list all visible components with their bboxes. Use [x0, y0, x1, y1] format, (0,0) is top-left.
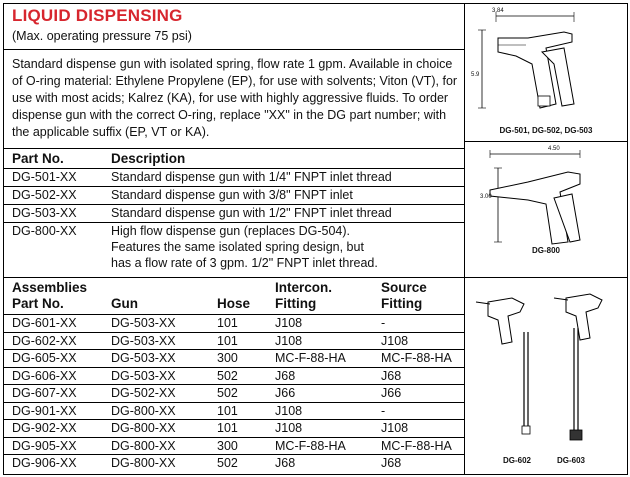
row-divider	[3, 186, 464, 187]
part-description: Standard dispense gun with 1/2" FNPT inlet thread	[111, 206, 392, 220]
assembly-source-fitting: MC-F-88-HA	[381, 351, 452, 365]
assembly-hose: 502	[217, 386, 238, 400]
assembly-source-fitting: J66	[381, 386, 402, 400]
fig1-width-label: 3.84	[492, 8, 504, 14]
assembly-gun: DG-800-XX	[111, 456, 176, 470]
part-description-line3: has a flow rate of 3 gpm. 1/2" FNPT inlet thread.	[111, 256, 378, 270]
assembly-intercon-fitting: J68	[275, 456, 296, 470]
assembly-hose: 101	[217, 403, 238, 418]
row-divider	[3, 168, 464, 169]
assembly-intercon-fitting: J108	[275, 421, 303, 435]
assembly-part-number: DG-905-XX	[12, 438, 77, 453]
row-divider	[3, 402, 464, 403]
row-divider	[3, 454, 464, 455]
assembly-hose: 101	[217, 421, 238, 435]
assembly-drawing	[468, 282, 626, 452]
assembly-hose: 502	[217, 456, 238, 470]
assemblies-header-source: Source	[381, 280, 427, 295]
assembly-source-fitting: J68	[381, 456, 402, 470]
parts-header-description: Description	[111, 151, 186, 166]
assembly-intercon-fitting: J108	[275, 333, 303, 348]
assemblies-header-hose: Hose	[217, 296, 251, 311]
assembly-source-fitting: -	[381, 403, 386, 418]
assemblies-header-gun: Gun	[111, 296, 138, 311]
column-divider	[464, 3, 465, 475]
assembly-intercon-fitting: MC-F-88-HA	[275, 438, 346, 453]
row-divider	[3, 222, 464, 223]
row-divider	[3, 332, 464, 333]
row-divider	[3, 419, 464, 420]
row-divider	[3, 367, 464, 368]
description-text: Standard dispense gun with isolated spring, flow rate 1 gpm. Available in choice of O-ring material: Ethylene Propylene (EP), for use with solvents; Viton (VT), for use with most acids; Kalrez (KA), for use with highly aggressive fluids. To order dispense gun with the correct O-ring, replace "XX" in the DG part number; with the applicable suffix (EP, VT or KA).	[12, 57, 458, 139]
page-title: LIQUID DISPENSING	[12, 6, 183, 25]
assembly-intercon-fitting: J108	[275, 316, 303, 330]
assembly-gun: DG-503-XX	[111, 368, 176, 383]
part-number: DG-501-XX	[12, 170, 77, 184]
fig1-caption: DG-501, DG-502, DG-503	[499, 126, 593, 135]
assembly-part-number: DG-607-XX	[12, 386, 77, 400]
fig2-height-label: 3.00	[480, 194, 492, 200]
assembly-hose: 300	[217, 351, 238, 365]
row-divider	[3, 349, 464, 350]
assembly-part-number: DG-601-XX	[12, 316, 77, 330]
assembly-gun: DG-800-XX	[111, 421, 176, 435]
assembly-gun: DG-800-XX	[111, 403, 176, 418]
assembly-intercon-fitting: J108	[275, 403, 303, 418]
assemblies-header-intercon: Intercon.	[275, 280, 333, 295]
pressure-note: (Max. operating pressure 75 psi)	[12, 29, 192, 43]
parts-header-part: Part No.	[12, 151, 64, 166]
assembly-part-number: DG-906-XX	[12, 456, 77, 470]
fig3-caption-right: DG-603	[556, 456, 585, 465]
fig1-height-label: 5.9	[471, 72, 480, 78]
assembly-gun: DG-503-XX	[111, 316, 176, 330]
assembly-hose: 101	[217, 333, 238, 348]
assembly-source-fitting: MC-F-88-HA	[381, 438, 452, 453]
assembly-source-fitting: J108	[381, 333, 409, 348]
section-divider	[3, 49, 464, 50]
assembly-part-number: DG-902-XX	[12, 421, 77, 435]
section-divider	[3, 148, 464, 149]
row-divider	[3, 437, 464, 438]
assembly-intercon-fitting: MC-F-88-HA	[275, 351, 346, 365]
assemblies-header-intercon-fitting: Fitting	[275, 296, 317, 311]
fig3-caption-left: DG-602	[502, 456, 531, 465]
row-divider	[3, 204, 464, 205]
assembly-source-fitting: J68	[381, 368, 402, 383]
fig2-caption: DG-800	[531, 246, 560, 255]
figure-divider-1	[464, 141, 628, 142]
figure-divider-2	[464, 277, 628, 278]
assemblies-header: Assemblies	[12, 280, 88, 295]
row-divider	[3, 314, 464, 315]
assembly-hose: 101	[217, 316, 238, 330]
assembly-hose: 300	[217, 438, 238, 453]
part-description: High flow dispense gun (replaces DG-504).	[111, 224, 351, 238]
assembly-source-fitting: -	[381, 316, 386, 330]
row-divider	[3, 384, 464, 385]
assembly-gun: DG-502-XX	[111, 386, 176, 400]
high-flow-gun-drawing	[468, 146, 626, 256]
assemblies-header-part: Part No.	[12, 296, 64, 311]
assembly-hose: 502	[217, 368, 238, 383]
part-number: DG-502-XX	[12, 188, 77, 202]
assembly-source-fitting: J108	[381, 421, 409, 435]
part-description: Standard dispense gun with 1/4" FNPT inlet thread	[111, 170, 392, 184]
assembly-part-number: DG-605-XX	[12, 351, 77, 365]
part-description: Standard dispense gun with 3/8" FNPT inlet	[111, 188, 353, 202]
assembly-gun: DG-800-XX	[111, 438, 176, 453]
assembly-part-number: DG-602-XX	[12, 333, 77, 348]
dispense-gun-drawing	[468, 8, 626, 138]
part-number: DG-503-XX	[12, 206, 77, 220]
section-divider	[3, 277, 464, 278]
assembly-intercon-fitting: J66	[275, 386, 296, 400]
part-number: DG-800-XX	[12, 224, 77, 238]
part-description-line2: Features the same isolated spring design, but	[111, 240, 364, 254]
assembly-intercon-fitting: J68	[275, 368, 296, 383]
fig2-width-label: 4.50	[548, 146, 560, 152]
assemblies-header-source-fitting: Fitting	[381, 296, 423, 311]
assembly-part-number: DG-606-XX	[12, 368, 77, 383]
assembly-part-number: DG-901-XX	[12, 403, 77, 418]
assembly-gun: DG-503-XX	[111, 351, 176, 365]
assembly-gun: DG-503-XX	[111, 333, 176, 348]
